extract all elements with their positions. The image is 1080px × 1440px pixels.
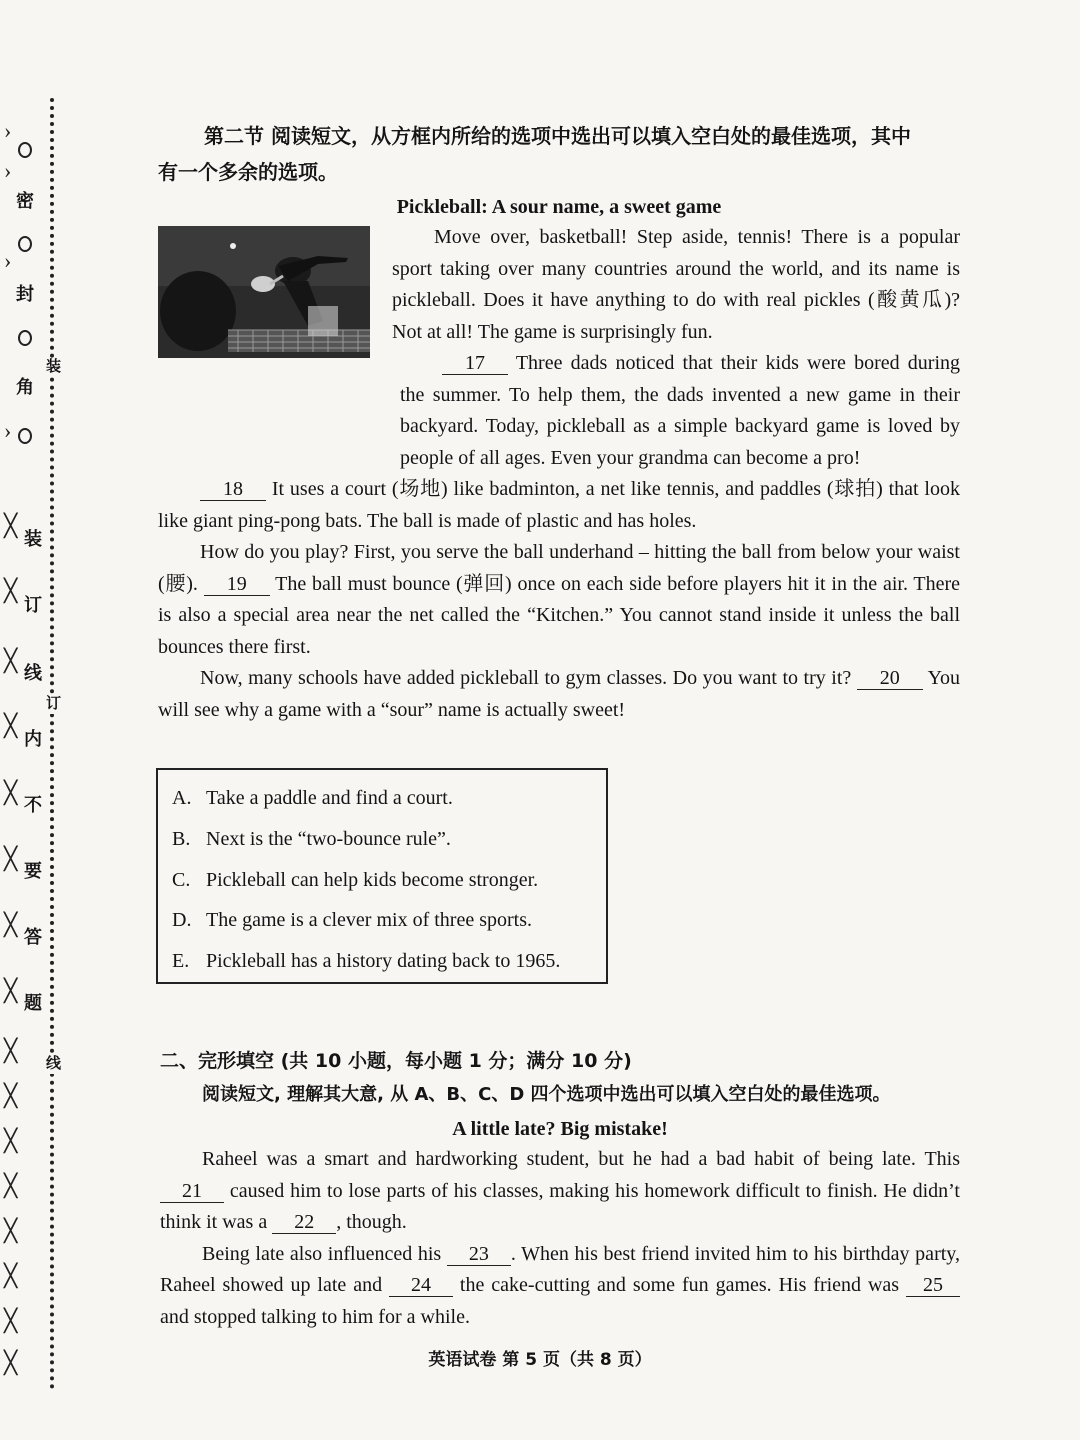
passage-title: Pickleball: A sour name, a sweet game <box>396 196 722 218</box>
paragraph-2-text: Three dads noticed that their kids were bored during the summer. To help them, the dads invented a new game in their backyard. Today, pickleball as a simple backyard game is loved by people of all ages. Even your grandma can become a pro! <box>400 352 960 469</box>
option-b[interactable] <box>172 819 606 860</box>
side-label-zhuang: 装 <box>46 359 62 375</box>
side-label-xian: 线 <box>46 1056 62 1072</box>
page-footer: 英语试卷 第 5 页（共 8 页） <box>428 1350 652 1370</box>
margin-char-yao: 要 <box>24 861 42 881</box>
cross-mark: ╳ <box>4 713 18 738</box>
option-d[interactable] <box>172 900 606 941</box>
option-text: Take a paddle and find a court. <box>206 787 453 809</box>
blank-20[interactable]: 20 <box>857 667 923 690</box>
blank-18[interactable]: 18 <box>200 478 266 501</box>
margin-char-xian: 线 <box>24 663 42 683</box>
cross-mark: ╳ <box>4 1263 18 1288</box>
paragraph-3 <box>158 474 960 537</box>
cloze-paragraph-2 <box>160 1239 960 1334</box>
cross-mark: ╳ <box>4 1173 18 1198</box>
option-letter: C. <box>172 868 191 891</box>
margin-char-nei: 内 <box>24 729 42 749</box>
paragraph-4-text-a: How do you play? First, you serve the ball underhand – hitting the ball from below your waist (腰). <box>158 541 960 595</box>
cloze-paragraph-1 <box>160 1144 960 1239</box>
paragraph-5-text-b: You will see why a game with a “sour” name is actually sweet! <box>158 667 961 721</box>
paragraph-3-text: It uses a court (场地) like badminton, a net like tennis, and paddles (球拍) that look like giant ping-pong bats. The ball is made of plastic and has holes. <box>158 478 960 532</box>
option-text: Pickleball can help kids become stronger. <box>206 868 539 891</box>
blank-21[interactable]: 21 <box>160 1180 224 1203</box>
circle-mark <box>18 330 32 346</box>
cross-mark: ╳ <box>4 912 18 937</box>
cross-mark: ╳ <box>4 578 18 603</box>
blank-24[interactable]: 24 <box>389 1274 453 1297</box>
cross-mark: ╳ <box>4 1218 18 1243</box>
cloze-section <box>160 1044 960 1333</box>
option-text: The game is a clever mix of three sports. <box>206 909 532 932</box>
cloze-title: A little late? Big mistake! <box>452 1118 668 1140</box>
section-heading <box>158 118 960 190</box>
cross-mark: ╳ <box>4 978 18 1003</box>
cross-mark: ╳ <box>4 1083 18 1108</box>
cross-mark: ╳ <box>4 513 18 538</box>
cross-mark: ╳ <box>4 780 18 805</box>
circle-mark <box>18 142 32 158</box>
dotted-cut-line <box>50 98 54 1390</box>
side-label-ding: 订 <box>46 696 62 712</box>
cloze-text: , though. <box>336 1211 407 1233</box>
blank-19[interactable]: 19 <box>204 573 270 596</box>
cross-mark: › <box>4 248 12 273</box>
cross-mark: ╳ <box>4 1038 18 1063</box>
paragraph-1: Move over, basketball! Step aside, tennis! There is a popular sport taking over many countries around the world, and its name is pickleball. Does it have anything to do with real pickles (酸黄瓜)? Not at all! The game is surprisingly fun. <box>392 226 960 343</box>
blank-22[interactable]: 22 <box>272 1211 336 1234</box>
margin-char-ti: 题 <box>24 993 42 1013</box>
section-heading-line2: 有一个多余的选项。 <box>158 160 338 184</box>
cloze-text: the cake-cutting and some fun games. His friend was <box>453 1274 906 1296</box>
margin-char-ding: 订 <box>24 595 42 615</box>
paragraph-4 <box>158 537 960 663</box>
margin-char-da: 答 <box>24 927 42 947</box>
cross-mark: ╳ <box>4 648 18 673</box>
option-letter: D. <box>172 909 192 932</box>
cross-mark: ╳ <box>4 1128 18 1153</box>
option-e[interactable] <box>172 941 606 982</box>
paragraph-4-text-b: The ball must bounce (弹回) once on each side before players hit it in the air. There is also a special area near the net called the “Kitchen.” You cannot stand inside it unless the ball bounces there first. <box>158 572 960 658</box>
paragraph-5 <box>158 663 960 726</box>
options-box <box>156 768 608 984</box>
margin-char-jiao: 角 <box>16 377 34 397</box>
option-letter: A. <box>172 787 192 809</box>
cloze-text: and stopped talking to him for a while. <box>160 1305 470 1328</box>
paragraph-5-text-a: Now, many schools have added pickleball to gym classes. Do you want to try it? <box>200 667 857 689</box>
section-heading-line1: 第二节 阅读短文，从方框内所给的选项中选出可以填入空白处的最佳选项，其中 <box>204 124 911 148</box>
cross-mark: › <box>4 158 12 183</box>
binding-margin <box>0 90 70 1390</box>
cloze-text: . When his best friend invited him to his birthday party, Raheel showed up late and <box>160 1242 960 1296</box>
paragraph-2 <box>158 348 960 474</box>
cross-mark: ╳ <box>4 1350 18 1375</box>
cross-mark: ╳ <box>4 1308 18 1333</box>
margin-char-bu: 不 <box>24 795 42 815</box>
cross-mark: ╳ <box>4 846 18 871</box>
margin-char-zhuang: 装 <box>24 529 42 549</box>
pickleball-photo <box>158 226 370 358</box>
part2-heading: 二、完形填空 (共 10 小题，每小题 1 分；满分 10 分) <box>160 1050 632 1072</box>
cloze-text: Being late also influenced his <box>202 1242 447 1265</box>
blank-17[interactable]: 17 <box>442 352 508 375</box>
option-text: Pickleball has a history dating back to 1965. <box>206 950 561 973</box>
cross-mark: › <box>4 118 12 143</box>
option-a[interactable] <box>172 778 606 819</box>
blank-25[interactable]: 25 <box>906 1274 960 1297</box>
option-text: Next is the “two-bounce rule”. <box>206 827 451 850</box>
cloze-text: Raheel was a smart and hardworking student, but he had a bad habit of being late. This <box>202 1148 960 1170</box>
option-letter: E. <box>172 950 190 973</box>
part2-instruction: 阅读短文, 理解其大意, 从 A、B、C、D 四个选项中选出可以填入空白处的最佳选项。 <box>202 1084 891 1105</box>
blank-23[interactable]: 23 <box>447 1243 511 1266</box>
reading-section <box>158 118 960 726</box>
margin-char-mi: 密 <box>16 191 34 211</box>
pickleball-player-image <box>158 226 370 358</box>
cloze-text: caused him to lose parts of his classes, making his homework difficult to finish. He didn’t think it was a <box>160 1179 960 1233</box>
margin-char-feng: 封 <box>16 284 34 304</box>
circle-mark <box>18 236 32 252</box>
cross-mark: › <box>4 418 12 443</box>
circle-mark <box>18 428 32 444</box>
option-c[interactable] <box>172 860 606 901</box>
option-letter: B. <box>172 827 191 850</box>
